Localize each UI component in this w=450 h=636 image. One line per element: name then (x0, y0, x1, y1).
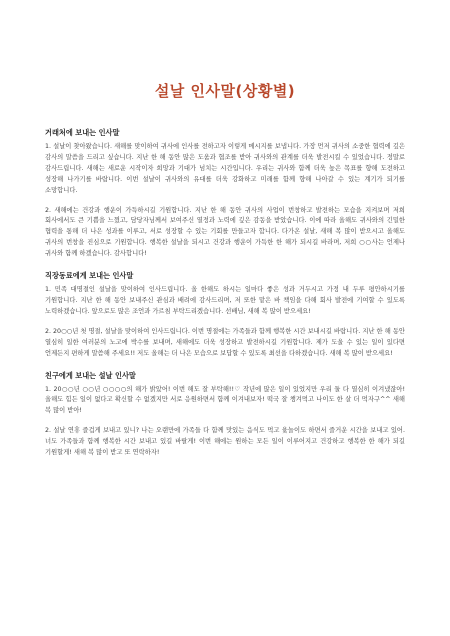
section-business-partners (45, 127, 405, 260)
paragraph: 1. 설날이 찾아왔습니다. 새해를 맞이하여 귀사에 인사를 전하고자 이렇게 메시지를 보냅니다. 가장 먼저 귀사의 소중한 협력에 깊은 감사의 말씀을 드리고 싶습니다. 지난 한 해 동안 많은 도움과 협조를 받아 귀사와의 관계를 더욱 발전시킬 수 있었습니다. 정말로 감사드립니다. 새해는 새로운 시작이자 희망과 기대가 넘치는 시간입니다. 우리는 귀사와 함께 더욱 높은 목표를 향해 도전하고 성장해 나가기를 바랍니다. 이번 설날이 귀사와의 유대를 더욱 강화하고 미래를 함께 향해 나아갈 수 있는 계기가 되기를 소망합니다. (45, 143, 405, 194)
paragraph: 2. 새해에는 건강과 행운이 가득하시길 기원합니다. 지난 한 해 동안 귀사의 사업이 번창하고 발전하는 모습을 지켜보며 저희 회사에서도 큰 기쁨을 느꼈고, 담당자님께서 보여주신 열정과 노력에 깊은 감동을 받았습니다. 이에 따라 올해도 귀사와의 긴밀한 협력을 통해 더 나은 성과를 이루고, 서로 성장할 수 있는 기회를 만들고자 합니다. 다가온 설날, 새해 복 많이 받으시고 올해도 귀사의 번창을 진심으로 기원합니다. 행복한 설날을 되시고 건강과 행운이 가득한 한 해가 되시길 바라며, 저희 ○○사는 언제나 귀사와 함께 하겠습니다. 감사합니다! (45, 206, 405, 258)
paragraph: 1. 20○○년 ○○년 ○○○○의 해가 밝았어! 이번 해도 잘 부탁해!!♡ 작년에 많은 일이 있었지만 우리 둘 다 열심히 이겨냈잖아! 올해도 힘든 일이 없다고 확신할 수 없겠지만 서로 응원하면서 함께 이겨내보자! 떡국 잘 챙겨먹고 나이도 한 살 더 먹자구^^ 새해 복 많이 받아! (45, 385, 405, 415)
section-heading: 친구에게 보내는 설날 인사말 (45, 370, 136, 380)
section-coworkers (45, 270, 405, 359)
section-heading: 거래처에 보내는 인사말 (45, 128, 120, 137)
paragraph: 1. 민족 대명절인 설날을 맞이하여 인사드립니다. 올 한해도 하시는 일마다 좋은 성과 거두시고 가정 내 두루 평안하시기를 기원합니다. 지난 한 해 동안 보내주신 관심과 배려에 감사드리며, 저 또한 맡은 바 책임을 다해 회사 발전에 기여할 수 있도록 노력하겠습니다. 앞으로도 많은 조언과 가르침 부탁드리겠습니다. 선배님, 새해 복 많이 받으세요! (45, 286, 405, 315)
paragraph: 2. 20○○년 첫 명절, 설날을 맞이하여 인사드립니다. 이번 명절에는 가족들과 함께 행복한 시간 보내시길 바랍니다. 지난 한 해 동안 열심히 일한 여러분의 노고에 박수를 보내며, 새해에도 더욱 성장하고 발전하시길 기원합니다. 제가 도울 수 있는 일이 있다면 언제든지 편하게 말씀해 주세요!! 저도 올해는 더 나은 모습으로 보답할 수 있도록 최선을 다하겠습니다. 새해 복 많이 받으세요! (45, 327, 405, 357)
paragraph: 2. 설날 연휴 즐겁게 보내고 있니? 나는 오랜만에 가족들 다 함께 맛있는 음식도 먹고 윷놀이도 하면서 즐거운 시간을 보내고 있어. 너도 가족들과 함께 행복한 시간 보내고 있길 바랄게! 이번 해에는 원하는 모든 일이 이루어지고 건강하고 행복한 한 해가 되길 기원할게! 새해 복 많이 받고 또 연락하자! (45, 427, 405, 457)
document-body (45, 127, 405, 459)
section-heading: 직장동료에게 보내는 인사말 (45, 271, 134, 281)
document-title: 설날 인사말(상황별) (154, 82, 296, 100)
section-friends (45, 370, 405, 459)
